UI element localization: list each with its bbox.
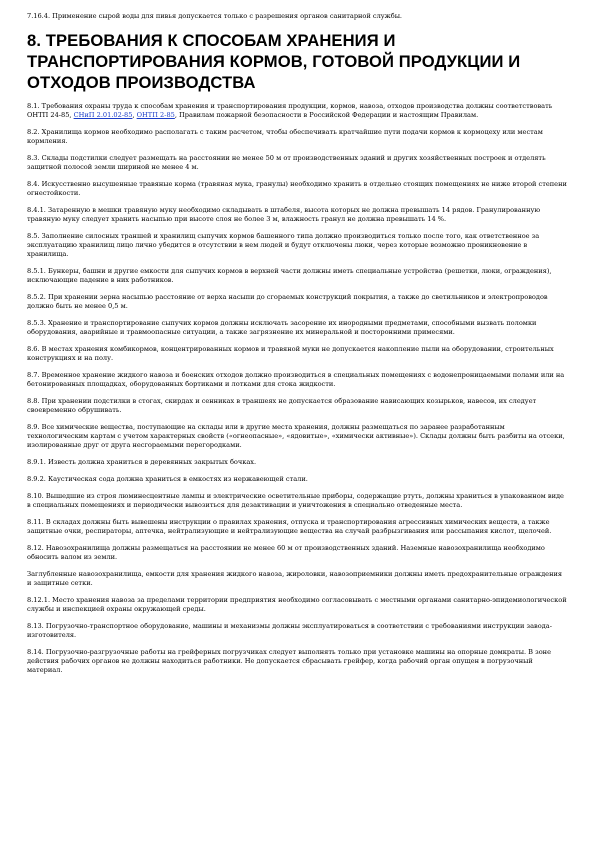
ontp-link[interactable]: ОНТП 2-85 xyxy=(136,111,175,119)
document-page xyxy=(27,12,567,683)
top-line: 7.16.4. Применение сырой воды для пивья допускается только с разрешения органов санитарной службы. xyxy=(27,12,403,20)
section-heading: 8. ТРЕБОВАНИЯ К СПОСОБАМ ХРАНЕНИЯ И ТРАНСПОРТИРОВАНИЯ КОРМОВ, ГОТОВОЙ ПРОДУКЦИИ И ОТХОДОВ ПРОИЗВОДСТВА xyxy=(27,31,521,92)
paragraph: 8.5.1. Бункеры, башни и другие емкости для сыпучих кормов в верхней части должны иметь специальные устройства (решетки, люки, ограждения), исключающие падение в них работников. xyxy=(27,267,552,284)
paragraph-8-1-text-start: 8.1. Требования охраны труда к способам хранения и транспортирования продукции, кормов, навоза, отходов производства должны соответствовать ОНТП 24-85, xyxy=(27,102,553,119)
paragraph: 8.2. Хранилища кормов необходимо располагать с таким расчетом, чтобы обеспечивать кратчайшие пути подачи кормов к кормоцеху или местам кормления. xyxy=(27,128,543,145)
snip-link[interactable]: СНиП 2.01.02-85 xyxy=(73,111,133,119)
paragraph: 8.10. Вышедшие из строя люминесцентные лампы и электрические осветительные приборы, содержащие ртуть, должны храниться в упакованном виде в специальных помещениях и периодически вывозиться для дезактивации и уничтожения в специально отведенные места. xyxy=(27,492,564,509)
paragraph-8-1-text-end: , Правилам пожарной безопасности в Российской Федерации и настоящим Правилам. xyxy=(174,111,479,119)
paragraph: 8.9.1. Известь должна храниться в деревянных закрытых бочках. xyxy=(27,458,257,466)
paragraph: 8.5. Заполнение силосных траншей и хранилищ сыпучих кормов башенного типа должно производиться только после того, как ответственное за эксплуатацию хранилищ лицо лично убедится в отсутствии в нем людей и будут отключены люки, через которые возможно проникновение в хранилища. xyxy=(27,232,540,258)
paragraph: 8.6. В местах хранения комбикормов, концентрированных кормов и травяной муки не допускается накопление пыли на оборудовании, строительных конструкциях и на полу. xyxy=(27,345,554,362)
paragraph: 8.14. Погрузочно-разгрузочные работы на грейферных погрузчиках следует выполнять только при установке машины на опорные домкраты. В зоне действия рабочих органов не должны находиться работники. Не допускается сбрасывать грейфер, когда рабочий орган опущен в погрузочный материал. xyxy=(27,648,551,674)
paragraph: Заглубленные навозохранилища, емкости для хранения жидкого навоза, жироловки, навозоприемники должны иметь предохранительные ограждения и защитные сетки. xyxy=(27,570,563,587)
paragraph: 8.7. Временное хранение жидкого навоза и боенских отходов должно производиться в специальных помещениях с водонепроницаемыми полами или на бетонированных площадках, оборудованных бортиками и лотками для стока жидкости. xyxy=(27,371,565,388)
paragraph: 8.4. Искусственно высушенные травяные корма (травяная мука, гранулы) необходимо хранить в отдельно стоящих помещениях не ниже второй степени огнестойкости. xyxy=(27,180,567,197)
paragraph: 8.5.2. При хранении зерна насыпью расстояние от верха насыпи до сгораемых конструкций покрытия, а также до светильников и электропроводов должно быть не менее 0,5 м. xyxy=(27,293,548,310)
paragraph: 8.12.1. Место хранения навоза за пределами территории предприятия необходимо согласовывать с местными органами санитарно-эпидемиологической службы и инспекцией охраны окружающей среды. xyxy=(27,596,567,613)
paragraph-8-1-separator: , xyxy=(132,111,137,119)
paragraph: 8.4.1. Затаренную в мешки травяную муку необходимо складывать в штабеля, высота которых не должна превышать 14 рядов. Гранулированную травяную муку следует хранить насыпью при высоте слоя не более 3 м, влажность гранул не должна превышать 14 %. xyxy=(27,206,541,223)
paragraph: 8.5.3. Хранение и транспортирование сыпучих кормов должны исключать засорение их инородными предметами, способными вызвать поломки оборудования, аварийные и травмоопасные ситуации, а также загрязнение их минеральной и посторонними примесями. xyxy=(27,319,537,336)
paragraph: 8.9.2. Каустическая сода должна храниться в емкостях из нержавеющей стали. xyxy=(27,475,308,483)
paragraph: 8.8. При хранении подстилки в стогах, скирдах и сенниках в траншеях не допускается образование нависающих козырьков, навесов, их следует своевременно обрушивать. xyxy=(27,397,537,414)
paragraph: 8.13. Погрузочно-транспортное оборудование, машины и механизмы должны эксплуатироваться в соответствии с требованиями инструкции завода-изготовителя. xyxy=(27,622,552,639)
paragraph: 8.9. Все химические вещества, поступающие на склады или в другие места хранения, должны размещаться по заранее разработанным технологическим картам с учетом характерных свойств («огнеопасные», «ядовитые», «химически активные»). Склады должны быть разбиты на отсеки, изолированные друг от друга несгораемыми перегородками. xyxy=(27,423,565,449)
paragraph: 8.3. Склады подстилки следует размещать на расстоянии не менее 50 м от производственных зданий и других хозяйственных построек и отделять защитной полосой земли шириной не менее 4 м. xyxy=(27,154,546,171)
paragraph: 8.11. В складах должны быть вывешены инструкции о правилах хранения, отпуска и транспортирования агрессивных химических веществ, а также защитные очки, респираторы, аптечка, нейтрализующие и нейтрализующие вещества на случай разбрызгивания или рассыпания кислот, щелочей. xyxy=(27,518,552,535)
paragraph-8-1 xyxy=(27,102,567,120)
paragraph: 8.12. Навозохранилища должны размещаться на расстоянии не менее 60 м от производственных зданий. Наземные навозохранилища необходимо обносить валом из земли. xyxy=(27,544,545,561)
